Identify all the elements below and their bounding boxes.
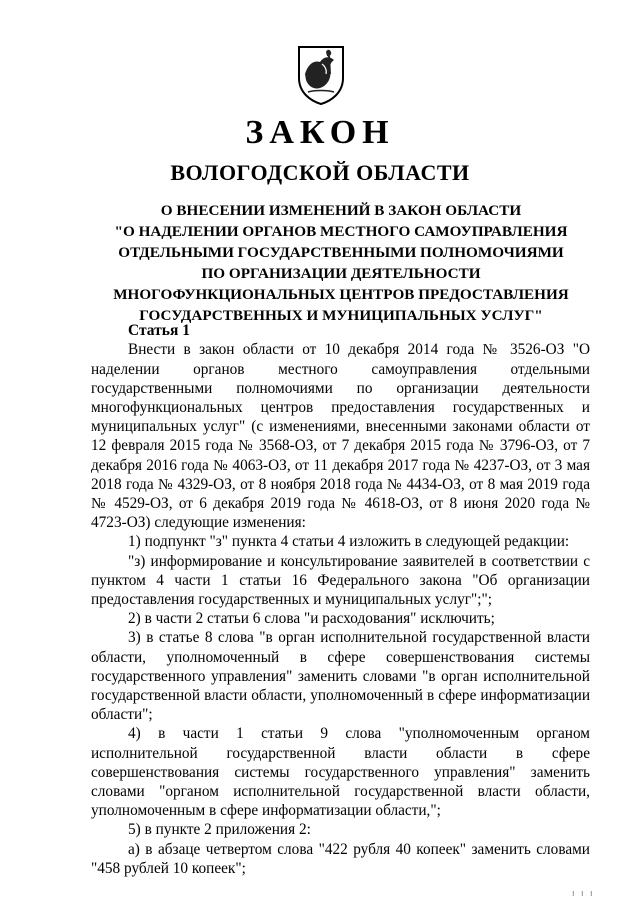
article-paragraph: "з) информирование и консультирование заявителей в соответствии с пунктом 4 части 1 статьи 16 Федерального закона "Об организации предоставления государственных и муниципальных услуг";"; bbox=[91, 552, 590, 609]
subject-line: ОТДЕЛЬНЫМИ ГОСУДАРСТВЕННЫМИ ПОЛНОМОЧИЯМИ bbox=[118, 244, 564, 261]
subject-line: МНОГОФУНКЦИОНАЛЬНЫХ ЦЕНТРОВ ПРЕДОСТАВЛЕНИЯ bbox=[113, 286, 569, 303]
subject-line: ПО ОРГАНИЗАЦИИ ДЕЯТЕЛЬНОСТИ bbox=[201, 265, 481, 282]
article-paragraph: 2) в части 2 статьи 6 слова "и расходования" исключить; bbox=[128, 610, 495, 628]
article-paragraph: а) в абзаце четвертом слова "422 рубля 40 копеек" заменить словами "458 рублей 10 копеек"; bbox=[91, 840, 590, 877]
article-paragraph: 3) в статье 8 слова "в орган исполнительной государственной власти области, уполномоченный в сфере совершенствования системы государственного управления" заменить словами "в орган исполнительной государственной власти области, уполномоченный в сфере информатизации области"; bbox=[91, 629, 590, 724]
page-mark: ı ı ı bbox=[572, 888, 595, 898]
document-region: ВОЛОГОДСКОЙ ОБЛАСТИ bbox=[170, 160, 470, 185]
article-body bbox=[91, 321, 590, 878]
article-paragraph: Внести в закон области от 10 декабря 2014 года № 3526-ОЗ "О наделении органов местного самоуправления отдельными государственными полномочиями по организации деятельности многофункциональных центров предоставления государственных и муниципальных услуг" (с изменениями, внесенными законами области от 12 февраля 2015 года № 3568-ОЗ, от 7 декабря 2015 года № 3796-ОЗ, от 7 декабря 2016 года № 4063-ОЗ, от 11 декабря 2017 года № 4237-ОЗ, от 3 мая 2018 года № 4329-ОЗ, от 8 ноября 2018 года № 4434-ОЗ, от 8 мая 2019 года № 4529-ОЗ, от 6 декабря 2019 года № 4618-ОЗ, от 8 июня 2020 года № 4723-ОЗ) следующие изменения: bbox=[91, 341, 590, 532]
subject-line: ГОСУДАРСТВЕННЫХ И МУНИЦИПАЛЬНЫХ УСЛУГ" bbox=[139, 307, 543, 324]
article-paragraph: 5) в пункте 2 приложения 2: bbox=[128, 821, 311, 839]
document-title: ЗАКОН bbox=[245, 114, 395, 151]
article-paragraph: 1) подпункт "з" пункта 4 статьи 4 изложить в следующей редакции: bbox=[128, 533, 570, 551]
article-paragraph: 4) в части 1 статьи 9 слова "уполномоченным органом исполнительной государственной власти области в сфере совершенствования системы государственного управления" заменить словами "органом исполнительной государственной власти области, уполномоченным в сфере информатизации области,"; bbox=[91, 725, 590, 820]
subject-line: О ВНЕСЕНИИ ИЗМЕНЕНИЙ В ЗАКОН ОБЛАСТИ bbox=[160, 202, 522, 219]
coat-of-arms-icon bbox=[296, 44, 346, 106]
article-heading: Статья 1 bbox=[128, 322, 190, 339]
subject-line: "О НАДЕЛЕНИИ ОРГАНОВ МЕСТНОГО САМОУПРАВЛЕНИЯ bbox=[114, 223, 568, 240]
law-subject bbox=[90, 200, 592, 326]
